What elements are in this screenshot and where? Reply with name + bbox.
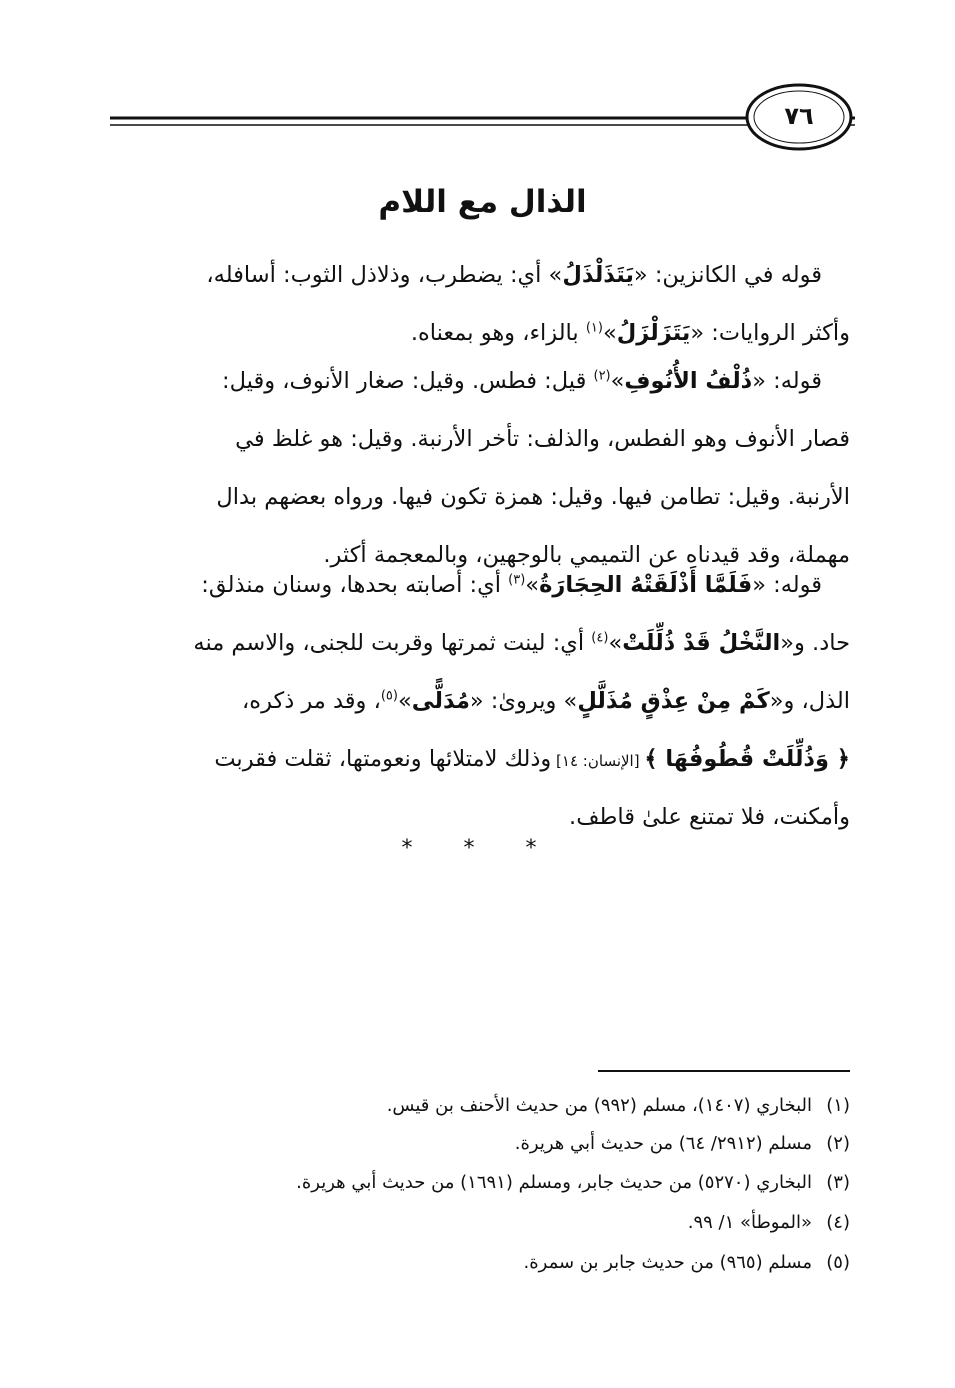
- paragraph-line: [110, 614, 850, 672]
- footnote-text: مسلم (٢٩١٢/ ٦٤) من حديث أبي هريرة.: [514, 1133, 812, 1154]
- text-run: »: [397, 688, 412, 714]
- footnote-ref: (٥): [380, 688, 398, 704]
- paragraph-3: [110, 556, 850, 846]
- page-number: ٧٦: [784, 102, 814, 130]
- paragraph-line: قصار الأنوف وهو الفطس، والذلف: تأخر الأرنبة. وقيل: هو غلظ في: [235, 426, 850, 452]
- paragraph-line: [110, 246, 850, 304]
- quoted-term: كَمْ مِنْ عِذْقٍ مُذَلَّلٍ: [577, 688, 770, 714]
- text-run: »: [610, 368, 625, 394]
- paragraph-line: مهملة، وقد قيدناه عن التميمي بالوجهين، وبالمعجمة أكثر.: [323, 542, 850, 568]
- footnote: [110, 1243, 850, 1283]
- text-run: قوله في الكانزين: «: [633, 262, 822, 288]
- text-run: بالزاء، وهو بمعناه.: [410, 320, 586, 346]
- text-run: » أي: يضطرب، وذلاذل الثوب: أسافله،: [206, 262, 563, 288]
- quoted-term: ذُلْفُ الأُنُوفِ: [624, 368, 753, 394]
- paragraph-line: [110, 556, 850, 614]
- footnote: [110, 1086, 850, 1126]
- footnote-number: (٥): [826, 1252, 850, 1273]
- footnote-number: (٣): [826, 1172, 850, 1193]
- footnote: [110, 1163, 850, 1203]
- paragraph-line: الأرنبة. وقيل: تطامن فيها. وقيل: همزة تكون فيها. ورواه بعضهم بدال: [216, 484, 850, 510]
- footnote-ref: (١): [585, 320, 603, 336]
- text-run: » ويروىٰ: «: [469, 688, 578, 714]
- text-run: »: [525, 572, 540, 598]
- paragraph-line: [110, 672, 850, 730]
- footnote-text: مسلم (٩٦٥) من حديث جابر بن سمرة.: [523, 1252, 812, 1273]
- verse-reference: [الإنسان: ١٤]: [551, 752, 645, 770]
- quoted-term: يَتَذَلْذَلُ: [562, 262, 634, 288]
- text-run: أي: لينت ثمرتها وقربت للجنى، والاسم منه: [193, 630, 592, 656]
- footnote-ref: (٢): [593, 368, 611, 384]
- footnote-ref: (٣): [508, 572, 526, 588]
- paragraph-line: [110, 730, 850, 788]
- footnote-number: (١): [826, 1095, 850, 1116]
- text-run: قيل: فطس. وقيل: صغار الأنوف، وقيل:: [222, 368, 594, 394]
- footnote: [110, 1124, 850, 1164]
- section-separator: * * *: [401, 836, 559, 861]
- footnote: [110, 1203, 850, 1243]
- text-run: قوله: «: [752, 572, 822, 598]
- text-run: ، وقد مر ذكره،: [242, 688, 381, 714]
- footnote-ref: (٤): [591, 630, 609, 646]
- footnote-number: (٢): [826, 1133, 850, 1154]
- quoted-term: مُدَلًّى: [411, 688, 470, 714]
- footnote-text: البخاري (١٤٠٧)، مسلم (٩٩٢) من حديث الأحنف بن قيس.: [386, 1095, 812, 1116]
- text-run: أي: أصابته بحدها، وسنان منذلق:: [201, 572, 509, 598]
- quoted-term: النَّخْلُ قَدْ ذُلِّلَتْ: [622, 630, 781, 656]
- header-rule: [110, 80, 855, 160]
- text-run: قوله: «: [752, 368, 822, 394]
- text-run: وذلك لامتلائها ونعومتها، ثقلت فقربت: [214, 746, 552, 772]
- paragraph-line: [110, 352, 850, 410]
- footnote-rule: [598, 1070, 850, 1072]
- quran-verse: ﴿ وَذُلِّلَتْ قُطُوفُهَا ﴾: [644, 746, 850, 772]
- paragraph-2: [110, 352, 850, 584]
- text-run: وأكثر الروايات: «: [690, 320, 850, 346]
- text-run: الذل، و«: [769, 688, 850, 714]
- footnote-number: (٤): [826, 1212, 850, 1233]
- section-title: الذال مع اللام: [378, 184, 587, 220]
- text-run: »: [602, 320, 617, 346]
- footnote-text: البخاري (٥٢٧٠) من حديث جابر، ومسلم (١٦٩١) من حديث أبي هريرة.: [296, 1172, 812, 1193]
- quoted-term: فَلَمَّا أَذْلَقَتْهُ الحِجَارَةُ: [539, 572, 753, 598]
- paragraph-line: وأمكنت، فلا تمتنع علىٰ قاطف.: [569, 804, 850, 830]
- footnote-text: «الموطأ» ١/ ٩٩.: [687, 1212, 812, 1233]
- text-run: »: [608, 630, 623, 656]
- quoted-term: يَتَزَلْزَلُ: [616, 320, 691, 346]
- text-run: حاد. و«: [780, 630, 850, 656]
- paragraph-1: [110, 246, 850, 362]
